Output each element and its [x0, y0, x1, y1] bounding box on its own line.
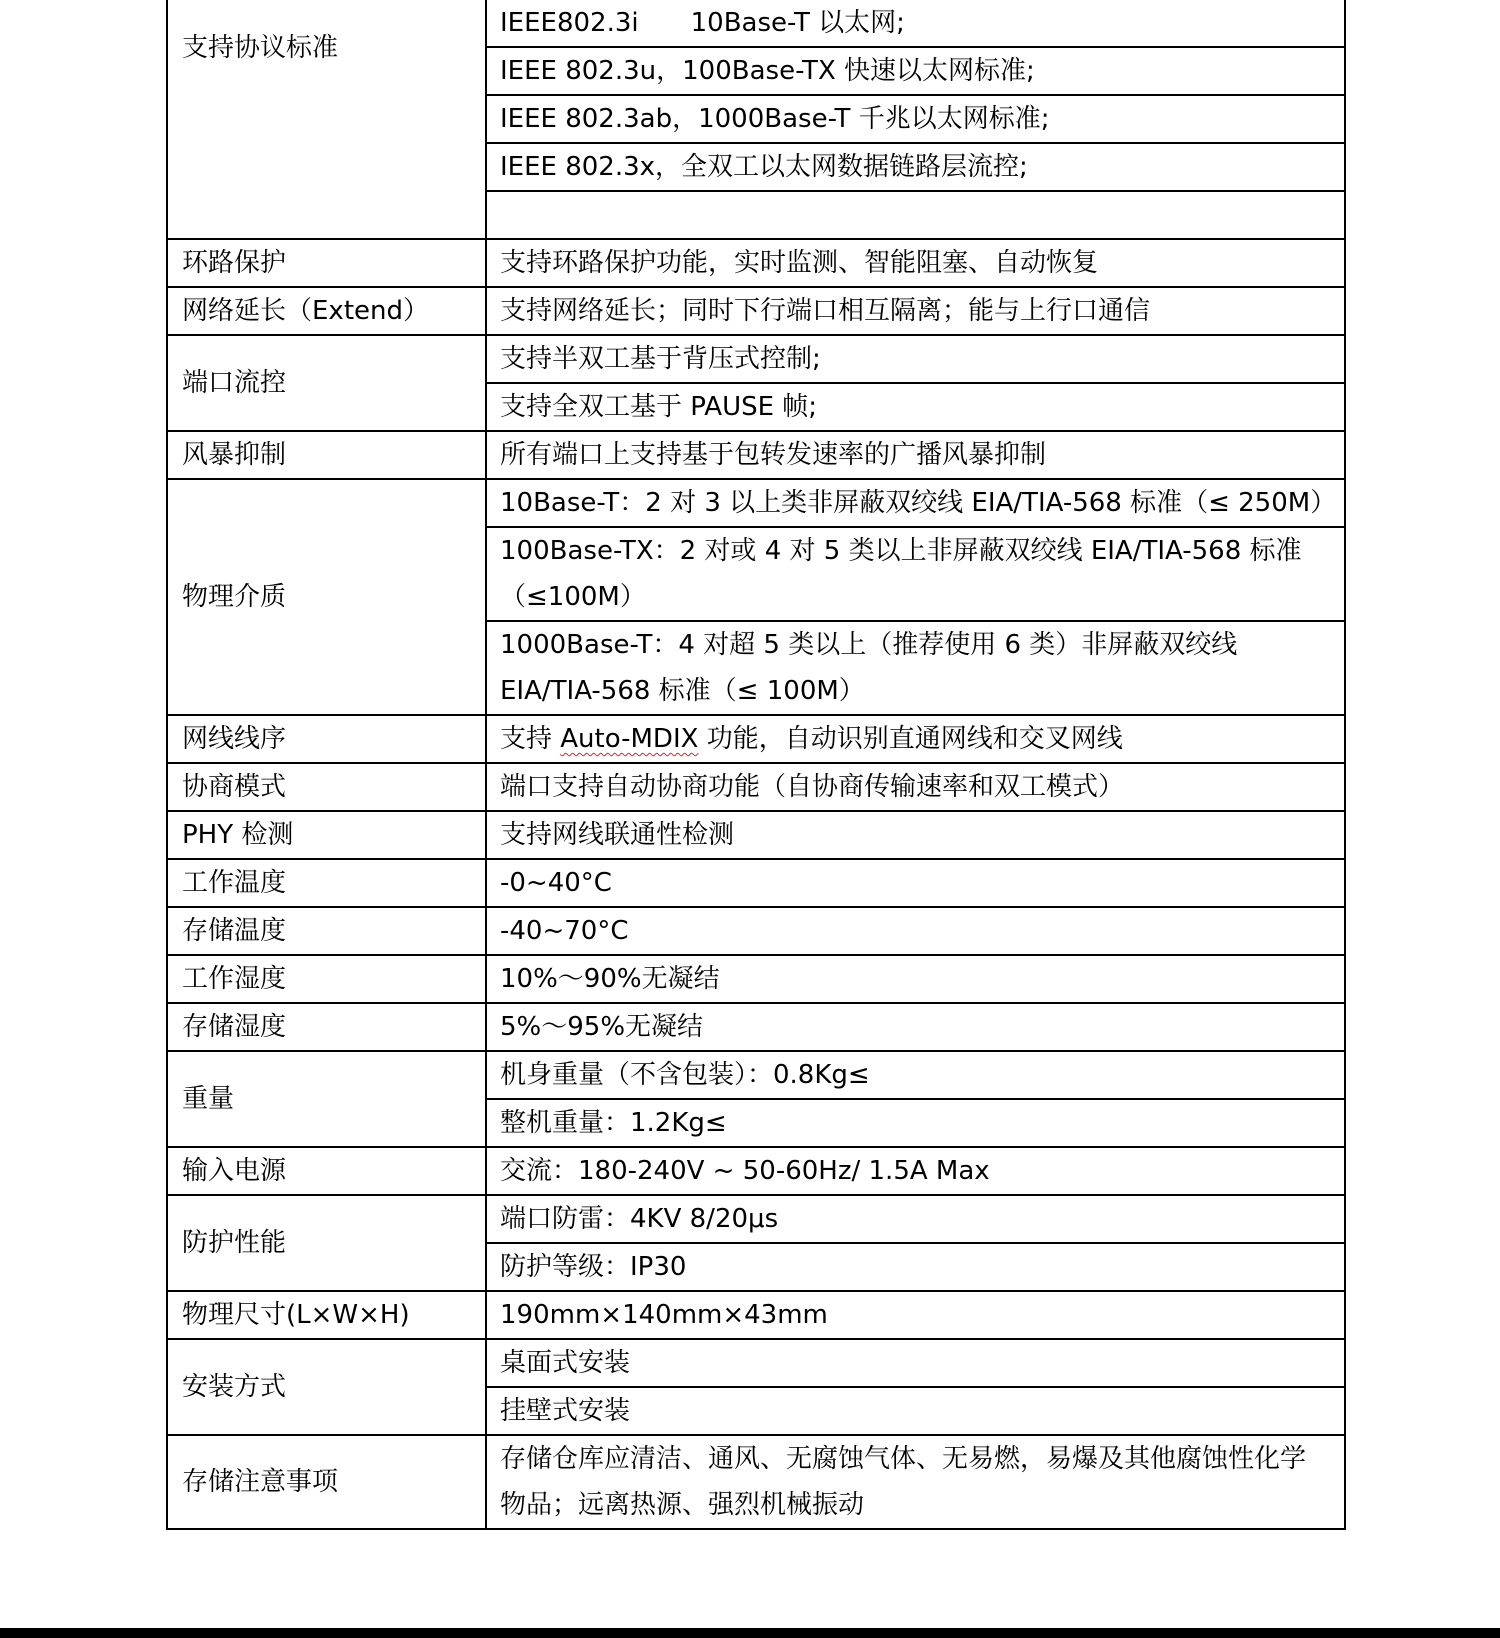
row-value: 支持环路保护功能，实时监测、智能阻塞、自动恢复: [486, 239, 1345, 287]
row-label: 存储温度: [167, 907, 486, 955]
row-label: 输入电源: [167, 1147, 486, 1195]
table-row: [167, 907, 1345, 955]
row-value: 支持网线联通性检测: [486, 811, 1345, 859]
table-row: [167, 479, 1345, 527]
table-row: [167, 1195, 1345, 1243]
row-value: 端口防雷：4KV 8/20μs: [486, 1195, 1345, 1243]
row-label: 支持协议标准: [167, 0, 486, 239]
row-value: 190mm×140mm×43mm: [486, 1291, 1345, 1339]
value-text: 功能，自动识别直通网线和交叉网线: [698, 724, 1123, 754]
row-value: 机身重量（不含包装）：0.8Kg≤: [486, 1051, 1345, 1099]
table-row: [167, 811, 1345, 859]
row-label: 重量: [167, 1051, 486, 1147]
row-value: IEEE 802.3x，全双工以太网数据链路层流控;: [486, 143, 1345, 191]
row-value: [486, 191, 1345, 239]
row-value: 支持半双工基于背压式控制;: [486, 335, 1345, 383]
row-label: 物理介质: [167, 479, 486, 715]
row-value: 交流：180-240V ~ 50-60Hz/ 1.5A Max: [486, 1147, 1345, 1195]
row-value: 防护等级：IP30: [486, 1243, 1345, 1291]
table-row: [167, 1003, 1345, 1051]
row-label: PHY 检测: [167, 811, 486, 859]
bottom-bar: [0, 1628, 1500, 1638]
row-value: [486, 715, 1345, 763]
row-value: -40~70°C: [486, 907, 1345, 955]
row-value: -0~40°C: [486, 859, 1345, 907]
row-value: 端口支持自动协商功能（自协商传输速率和双工模式）: [486, 763, 1345, 811]
row-value: 整机重量：1.2Kg≤: [486, 1099, 1345, 1147]
row-value: 5%～95%无凝结: [486, 1003, 1345, 1051]
table-row: [167, 1291, 1345, 1339]
row-value: 挂壁式安装: [486, 1387, 1345, 1435]
table-row: [167, 1339, 1345, 1387]
row-label: 风暴抑制: [167, 431, 486, 479]
row-label: 物理尺寸(L×W×H): [167, 1291, 486, 1339]
row-label: 环路保护: [167, 239, 486, 287]
table-row: [167, 955, 1345, 1003]
row-value: 所有端口上支持基于包转发速率的广播风暴抑制: [486, 431, 1345, 479]
row-label: 安装方式: [167, 1339, 486, 1435]
table-row: [167, 431, 1345, 479]
table-row: [167, 239, 1345, 287]
row-value: IEEE 802.3u，100Base-TX 快速以太网标准;: [486, 47, 1345, 95]
table-row: [167, 763, 1345, 811]
table-row: [167, 1147, 1345, 1195]
row-value: 桌面式安装: [486, 1339, 1345, 1387]
table-row: [167, 715, 1345, 763]
row-value: 存储仓库应清洁、通风、无腐蚀气体、无易燃，易爆及其他腐蚀性化学物品；远离热源、强烈机械振动: [486, 1435, 1345, 1529]
row-label: 工作温度: [167, 859, 486, 907]
row-value: 支持网络延长；同时下行端口相互隔离；能与上行口通信: [486, 287, 1345, 335]
table-row: [167, 335, 1345, 383]
spellcheck-mark: Auto-MDIX: [560, 724, 699, 754]
value-text: 支持: [500, 724, 561, 754]
row-label: 存储湿度: [167, 1003, 486, 1051]
row-label: 端口流控: [167, 335, 486, 431]
row-value: 10%～90%无凝结: [486, 955, 1345, 1003]
table-row: [167, 1051, 1345, 1099]
table-row: [167, 1435, 1345, 1529]
table-row: [167, 287, 1345, 335]
row-value: 100Base-TX：2 对或 4 对 5 类以上非屏蔽双绞线 EIA/TIA-568 标准（≤100M）: [486, 527, 1345, 621]
row-value: IEEE802.3i 10Base-T 以太网;: [486, 0, 1345, 47]
row-label: 防护性能: [167, 1195, 486, 1291]
row-value: IEEE 802.3ab，1000Base-T 千兆以太网标准;: [486, 95, 1345, 143]
row-label: 网线线序: [167, 715, 486, 763]
row-value: 1000Base-T：4 对超 5 类以上（推荐使用 6 类）非屏蔽双绞线 EIA/TIA-568 标准（≤ 100M）: [486, 621, 1345, 715]
spec-table: [166, 0, 1346, 1530]
row-label: 协商模式: [167, 763, 486, 811]
table-row: [167, 859, 1345, 907]
table-row: [167, 0, 1345, 47]
row-value: 支持全双工基于 PAUSE 帧;: [486, 383, 1345, 431]
row-label: 工作湿度: [167, 955, 486, 1003]
row-value: 10Base-T：2 对 3 以上类非屏蔽双绞线 EIA/TIA-568 标准（≤ 250M）: [486, 479, 1345, 527]
row-label: 网络延长（Extend）: [167, 287, 486, 335]
row-label: 存储注意事项: [167, 1435, 486, 1529]
